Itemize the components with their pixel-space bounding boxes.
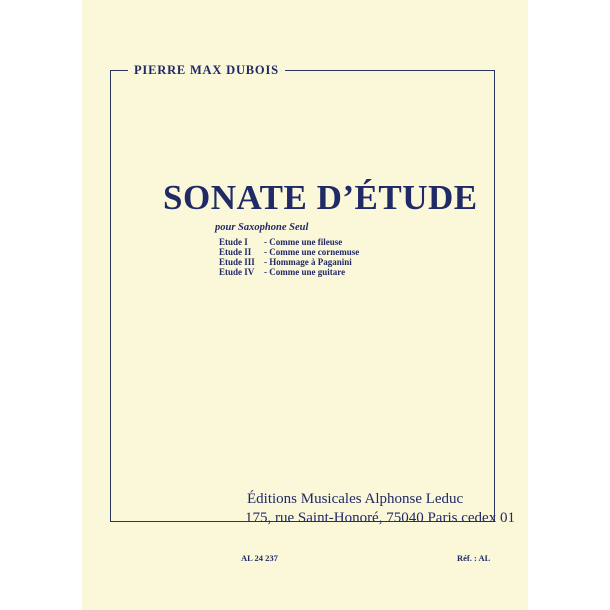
movement-number: Etude IV bbox=[219, 267, 255, 277]
movement-name: - Comme une guitare bbox=[264, 267, 346, 277]
cover-frame bbox=[110, 70, 495, 522]
publisher-address: 175, rue Saint-Honoré, 75040 Paris cedex 01 bbox=[245, 510, 515, 526]
reference-code: Réf. : AL bbox=[457, 553, 491, 563]
catalog-number: AL 24 237 bbox=[241, 553, 278, 563]
movement-item bbox=[219, 267, 359, 277]
score-subtitle: pour Saxophone Seul bbox=[215, 222, 309, 233]
movement-name: - Hommage à Paganini bbox=[264, 257, 352, 267]
movement-item bbox=[219, 247, 359, 257]
composer-name: PIERRE MAX DUBOIS bbox=[128, 61, 285, 79]
movement-number: Etude II bbox=[219, 247, 252, 257]
movement-list bbox=[219, 237, 359, 277]
publisher-name: Éditions Musicales Alphonse Leduc bbox=[247, 491, 464, 507]
movement-number: Etude III bbox=[219, 257, 255, 267]
movement-name: - Comme une fileuse bbox=[264, 237, 343, 247]
movement-item bbox=[219, 237, 359, 247]
movement-name: - Comme une cornemuse bbox=[264, 247, 360, 257]
movement-number: Etude I bbox=[219, 237, 248, 247]
score-title: SONATE D’ÉTUDE bbox=[163, 178, 478, 217]
movement-item bbox=[219, 257, 359, 267]
